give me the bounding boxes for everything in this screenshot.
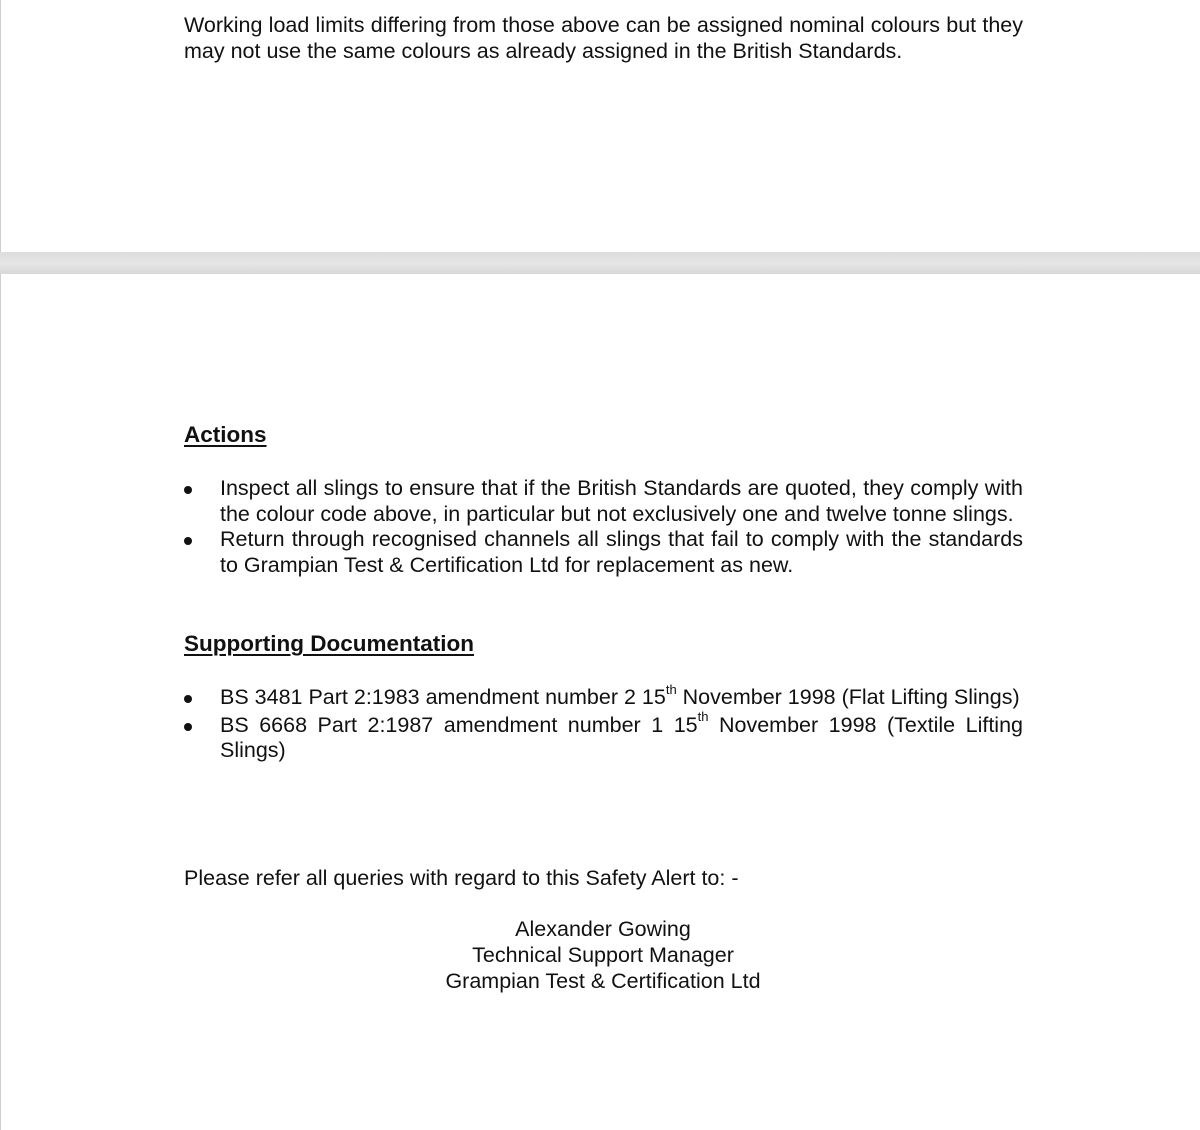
list-item bbox=[184, 476, 1023, 527]
queries-intro: Please refer all queries with regard to this Safety Alert to: - bbox=[184, 866, 739, 890]
actions-heading: Actions bbox=[184, 422, 267, 447]
action-item-text: Return through recognised channels all slings that fail to comply with the standards to Grampian Test & Certification Ltd for replacement as new. bbox=[220, 527, 1023, 577]
list-item bbox=[184, 709, 1023, 764]
supporting-documentation-list bbox=[184, 681, 1023, 766]
contact-name: Alexander Gowing bbox=[515, 917, 691, 941]
document-page-2 bbox=[0, 274, 1200, 1130]
bullet-icon bbox=[184, 723, 192, 731]
contact-signature-block bbox=[301, 916, 905, 994]
list-item bbox=[184, 681, 1023, 711]
bullet-icon bbox=[184, 486, 192, 494]
supporting-documentation-heading: Supporting Documentation bbox=[184, 631, 474, 656]
contact-company: Grampian Test & Certification Ltd bbox=[445, 969, 761, 993]
action-item-text: Inspect all slings to ensure that if the British Standards are quoted, they comply with the colour code above, in particular but not exclusively one and twelve tonne slings. bbox=[220, 476, 1023, 526]
list-item bbox=[184, 527, 1023, 578]
document-reference-text: BS 6668 Part 2:1987 amendment number 1 15th November 1998 (Textile Lifting Slings) bbox=[220, 709, 1023, 762]
actions-list bbox=[184, 476, 1023, 578]
document-reference-text: BS 3481 Part 2:1983 amendment number 2 15th November 1998 (Flat Lifting Slings) bbox=[220, 681, 1020, 709]
contact-title: Technical Support Manager bbox=[472, 943, 734, 967]
working-load-paragraph: Working load limits differing from those above can be assigned nominal colours but they may not use the same colours as already assigned in the British Standards. bbox=[184, 13, 1023, 63]
document-page-1 bbox=[0, 0, 1200, 252]
page-separator bbox=[0, 252, 1200, 274]
bullet-icon bbox=[184, 695, 192, 703]
bullet-icon bbox=[184, 537, 192, 545]
